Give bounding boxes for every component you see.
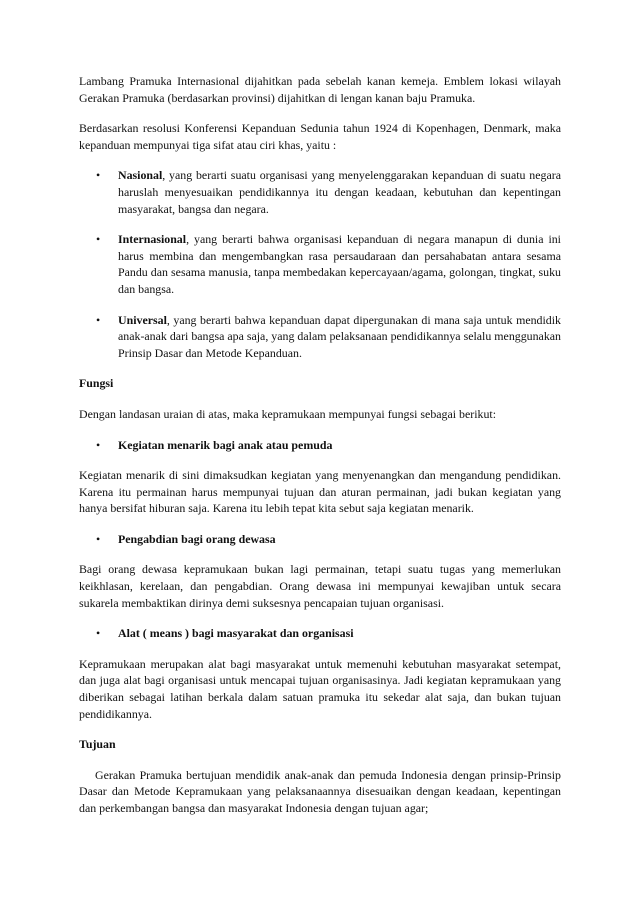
bullet-icon: •: [96, 168, 101, 183]
bullet-icon: •: [96, 626, 101, 641]
ciri-text: , yang berarti suatu organisasi yang menyelenggarakan kepanduan di suatu negara haruslah menyesuaikan pendidikannya itu dengan keadaan, kebutuhan dan kepentingan masyarakat, bangsa dan negara.: [118, 168, 561, 216]
list-item: [79, 531, 561, 548]
ciri-khas-list: [79, 167, 561, 361]
fungsi-intro: Dengan landasan uraian di atas, maka kepramukaan mempunyai fungsi sebagai berikut:: [79, 406, 497, 421]
ciri-term: Universal: [118, 312, 167, 327]
bullet-icon: •: [96, 437, 101, 452]
list-item-universal: [79, 312, 561, 362]
fungsi-item-2: [79, 531, 561, 548]
fungsi-item-body: Kepramukaan merupakan alat bagi masyarakat untuk memenuhi kebutuhan masyarakat setempat, dan juga alat bagi organisasi untuk mencapai tujuan organisasinya. Jadi kegiatan kepramukaan yang diberikan sebagai latihan berkala dalam satuan pramuka itu sekedar alat saja, dan bukan tujuan pendidikannya.: [79, 656, 561, 721]
list-item-nasional: [79, 167, 561, 217]
bullet-icon: •: [96, 312, 101, 327]
bullet-icon: •: [96, 232, 101, 247]
ciri-term: Internasional: [118, 232, 187, 247]
fungsi-item-title: Alat ( means ) bagi masyarakat dan organisasi: [118, 626, 354, 641]
resolusi-paragraph: Berdasarkan resolusi Konferensi Kepanduan Sedunia tahun 1924 di Kopenhagen, Denmark, maka kepanduan mempunyai tiga sifat atau ciri khas, yaitu :: [79, 121, 561, 152]
document-page: [79, 73, 561, 817]
ciri-text: , yang berarti bahwa kepanduan dapat dipergunakan di mana saja untuk mendidik anak-anak dari bangsa apa saja, yang dalam pelaksanaan pendidikannya selalu menggunakan Prinsip Dasar dan Metode Kepanduan.: [118, 312, 561, 360]
list-item: [79, 437, 561, 454]
bullet-icon: •: [96, 531, 101, 546]
ciri-term: Nasional: [118, 168, 163, 183]
fungsi-item-title: Pengabdian bagi orang dewasa: [118, 531, 276, 546]
list-item-internasional: [79, 231, 561, 297]
tujuan-heading: Tujuan: [79, 737, 116, 752]
fungsi-item-1: [79, 437, 561, 454]
fungsi-item-3: [79, 625, 561, 642]
fungsi-item-title: Kegiatan menarik bagi anak atau pemuda: [118, 437, 333, 452]
intro-paragraph: Lambang Pramuka Internasional dijahitkan pada sebelah kanan kemeja. Emblem lokasi wilayah Gerakan Pramuka (berdasarkan provinsi) dijahitkan di lengan kanan baju Pramuka.: [79, 74, 561, 105]
ciri-text: , yang berarti bahwa organisasi kepanduan di negara manapun di dunia ini harus membina dan mengembangkan rasa persaudaraan dan persahabatan antara sesama Pandu dan sesama manusia, tanpa membedakan kepercayaan/agama, golongan, tingkat, suku dan bangsa.: [118, 232, 561, 296]
fungsi-item-body: Bagi orang dewasa kepramukaan bukan lagi permainan, tetapi suatu tugas yang memerlukan keikhlasan, kerelaan, dan pengabdian. Orang dewasa ini mempunyai kewajiban untuk secara sukarela membaktikan dirinya demi suksesnya pencapaian tujuan organisasi.: [79, 562, 561, 610]
fungsi-item-body: Kegiatan menarik di sini dimaksudkan kegiatan yang menyenangkan dan mengandung pendidikan. Karena itu permainan harus mempunyai tujuan dan aturan permainan, jadi bukan kegiatan yang hanya bersifat hiburan saja. Karena itu lebih tepat kita sebut saja kegiatan menarik.: [79, 468, 561, 516]
fungsi-heading: Fungsi: [79, 376, 114, 391]
list-item: [79, 625, 561, 642]
tujuan-paragraph: Gerakan Pramuka bertujuan mendidik anak-anak dan pemuda Indonesia dengan prinsip-Prinsip Dasar dan Metode Kepramukaan yang pelaksanaannya disesuaikan dengan keadaan, kepentingan dan perkembangan bangsa dan masyarakat Indonesia dengan tujuan agar;: [79, 767, 561, 815]
